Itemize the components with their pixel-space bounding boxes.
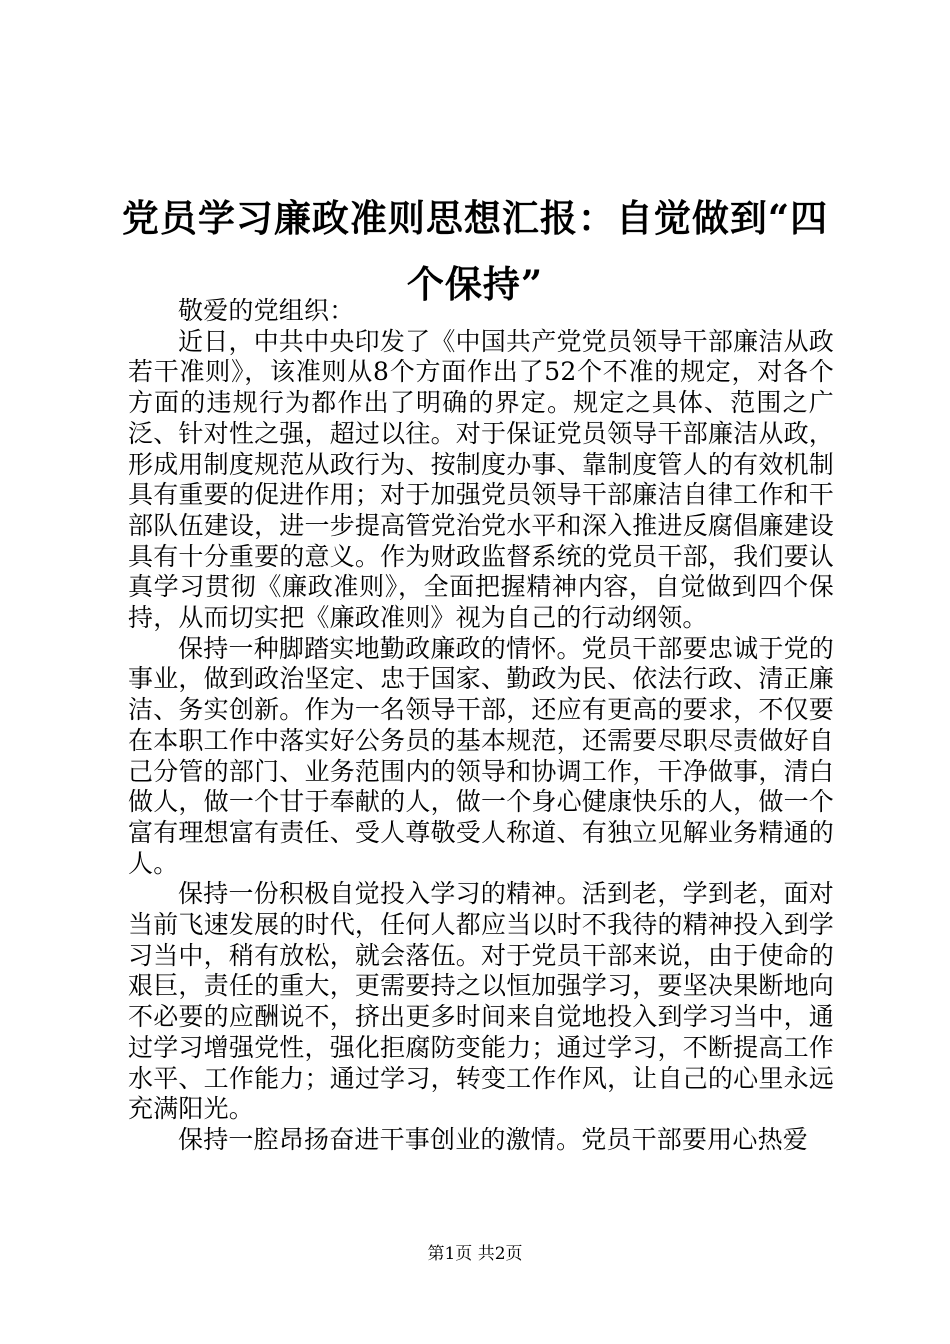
document-title: 党员学习廉政准则思想汇报：自觉做到“四个保持” xyxy=(121,195,829,306)
page-footer: 第1页 共2页 xyxy=(427,1244,523,1264)
salutation: 敬爱的党组织： xyxy=(178,296,355,325)
paragraph-diligence: 保持一种脚踏实地勤政廉政的情怀。党员干部要忠诚于党的事业，做到政治坚定、忠于国家、勤政为民、依法行政、清正廉洁、务实创新。作为一名领导干部，还应有更高的要求，不仅要在本职工作中落实好公务员的基本规范，还需要尽职尽责做好自己分管的部门、业务范围内的领导和协调工作，干净做事，清白做人，做一个甘于奉献的人，做一个身心健康快乐的人，做一个富有理想富有责任、受人尊敬受人称道、有独立见解业务精通的人。 xyxy=(128,633,834,878)
paragraph-learning: 保持一份积极自觉投入学习的精神。活到老，学到老，面对当前飞速发展的时代，任何人都应当以时不我待的精神投入到学习当中，稍有放松，就会落伍。对于党员干部来说，由于使命的艰巨，责任的重大，更需要持之以恒加强学习，要坚决果断地向不必要的应酬说不，挤出更多时间来自觉地投入到学习当中，通过学习增强党性，强化拒腐防变能力；通过学习，不断提高工作水平、工作能力；通过学习，转变工作作风，让自己的心里永远充满阳光。 xyxy=(128,879,834,1124)
paragraph-passion: 保持一腔昂扬奋进干事创业的激情。党员干部要用心热爱 xyxy=(178,1124,809,1154)
paragraph-intro: 近日，中共中央印发了《中国共产党党员领导干部廉洁从政若干准则》，该准则从8个方面作出了52个不准的规定，对各个方面的违规行为都作出了明确的界定。规定之具体、范围之广泛、针对性之强，超过以往。对于保证党员领导干部廉洁从政，形成用制度规范从政行为、按制度办事、靠制度管人的有效机制具有重要的促进作用；对于加强党员领导干部廉洁自律工作和干部队伍建设，进一步提高管党治党水平和深入推进反腐倡廉建设具有十分重要的意义。作为财政监督系统的党员干部，我们要认真学习贯彻《廉政准则》，全面把握精神内容，自觉做到四个保持，从而切实把《廉政准则》视为自己的行动纲领。 xyxy=(128,326,834,633)
document-body xyxy=(128,296,834,1156)
